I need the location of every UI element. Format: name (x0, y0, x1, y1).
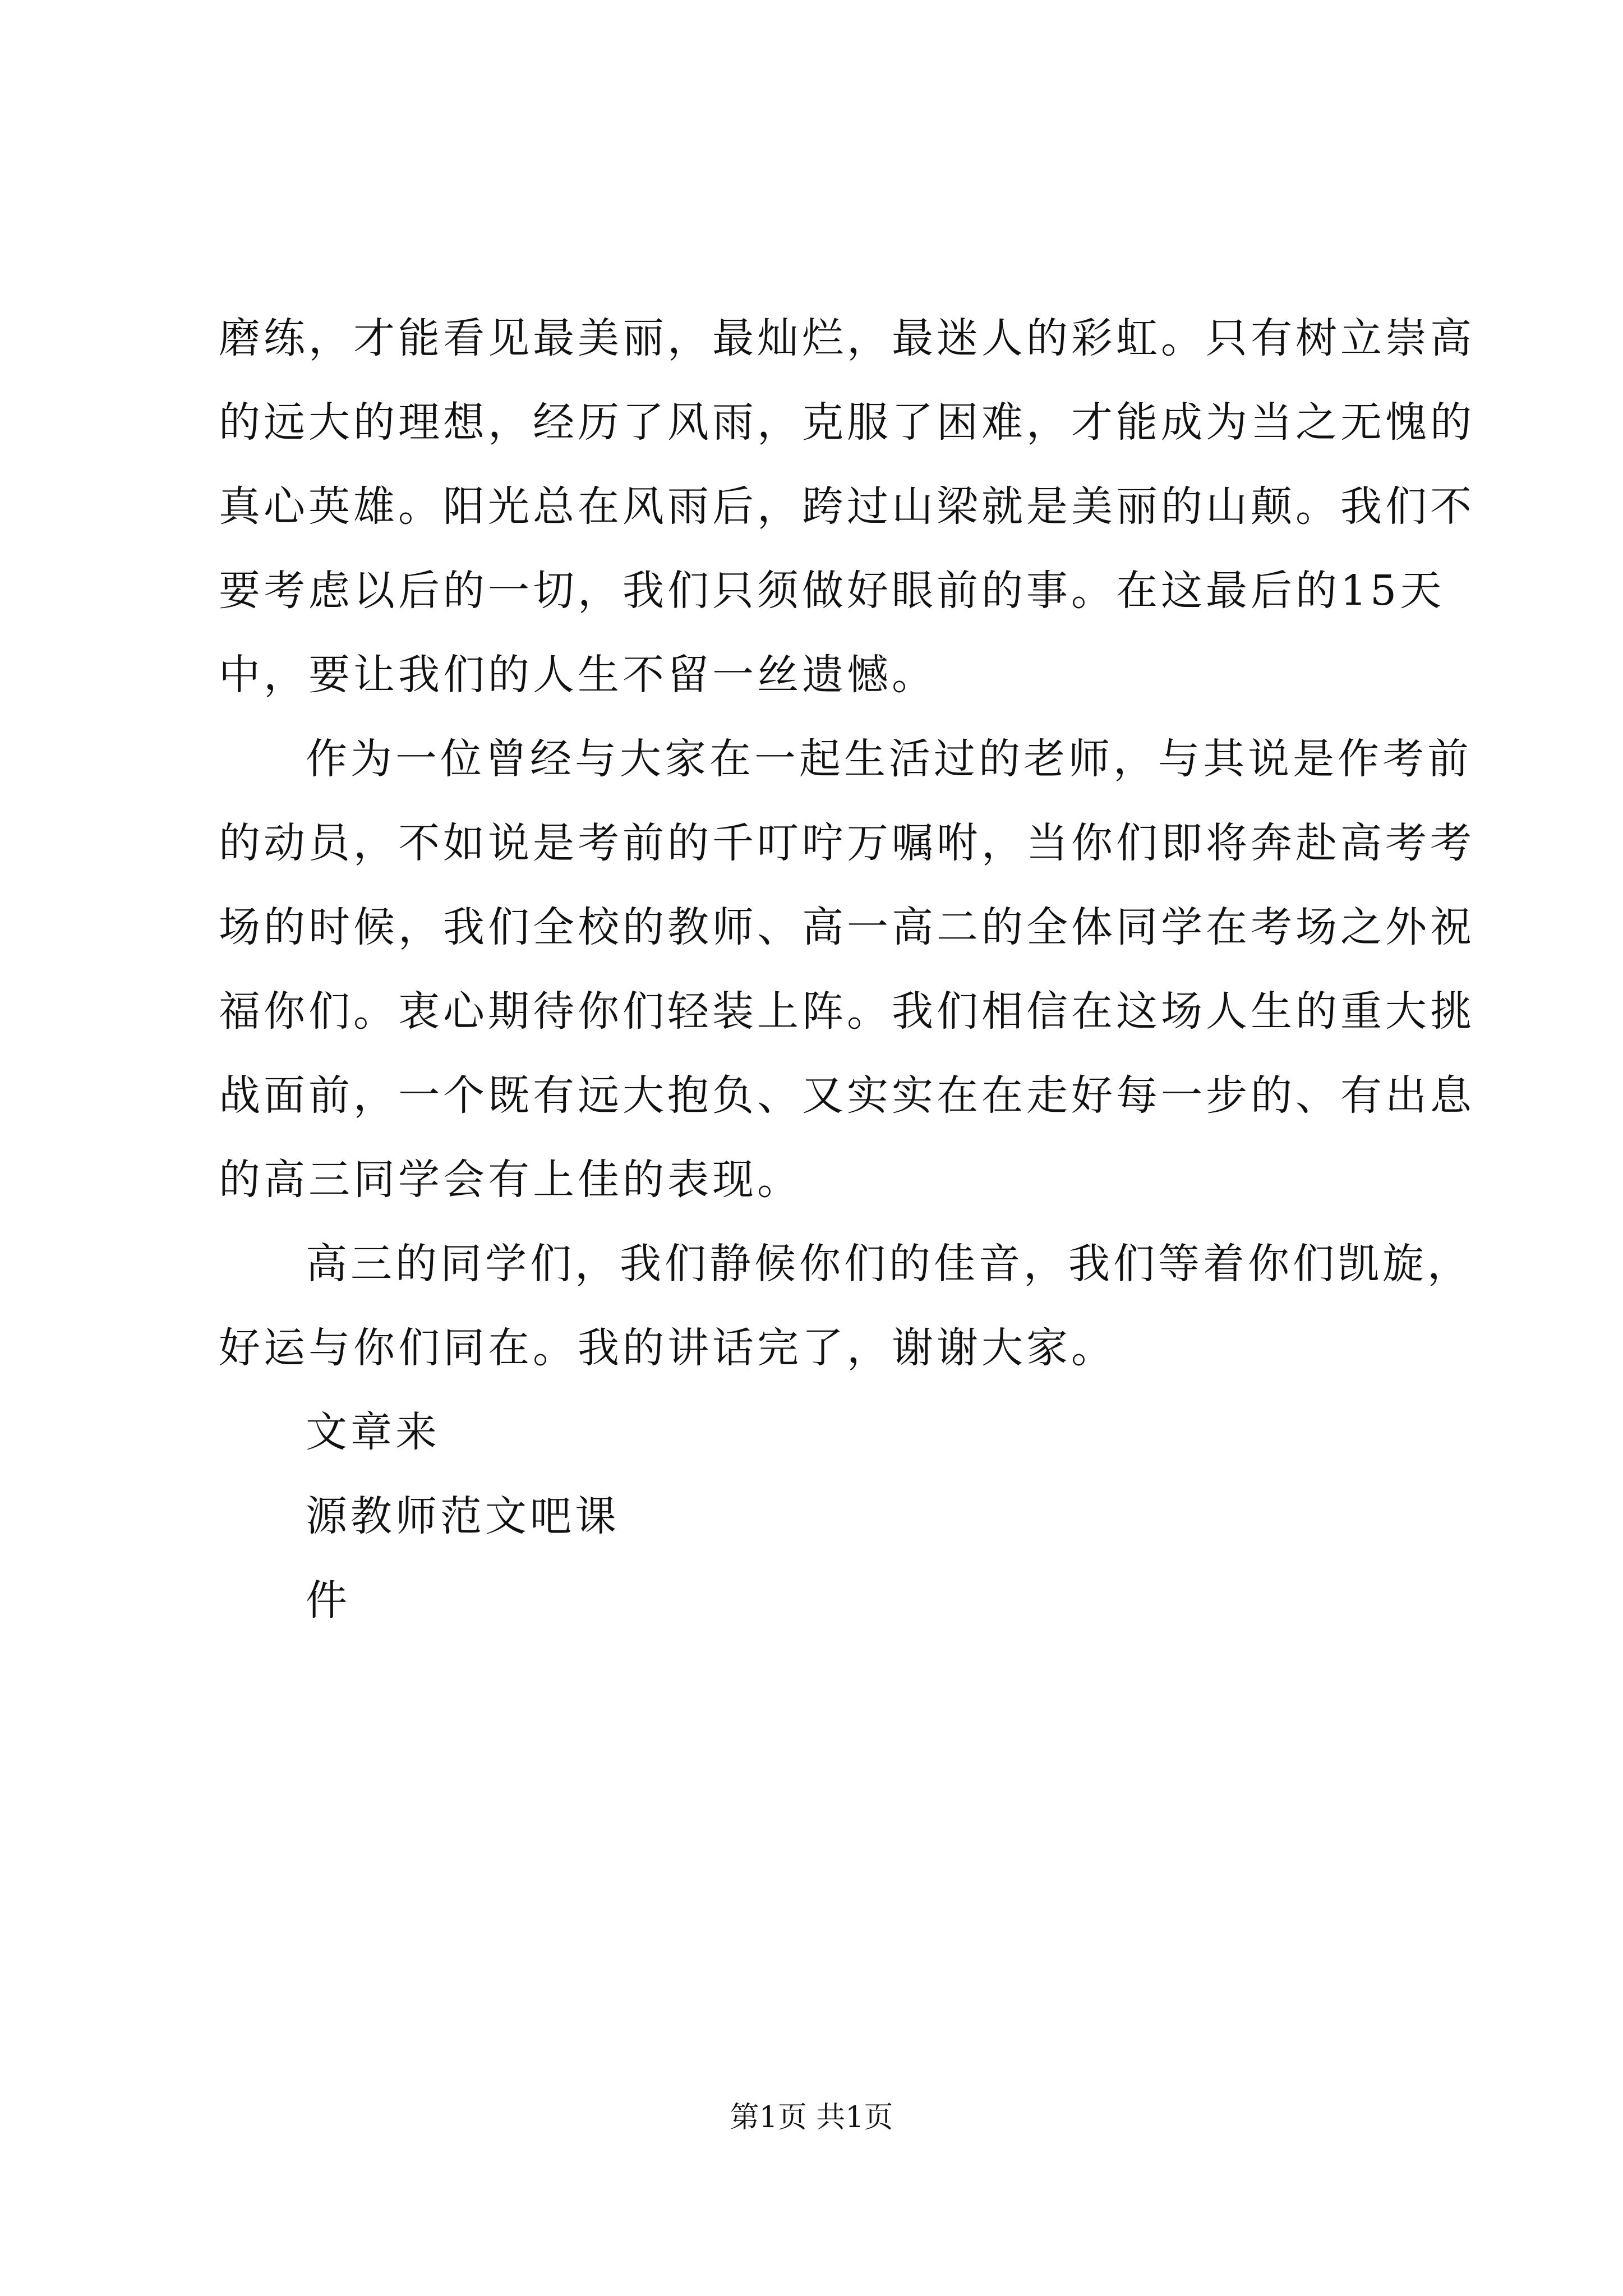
text-line: 要考虑以后的一切，我们只须做好眼前的事。在这最后的15天 (219, 567, 1445, 615)
text-line: 真心英雄。阳光总在风雨后，跨过山梁就是美丽的山颠。我们不 (219, 482, 1475, 531)
text-line: 福你们。衷心期待你们轻装上阵。我们相信在这场人生的重大挑 (219, 987, 1475, 1036)
page-footer: 第1页 共1页 (730, 2101, 893, 2134)
text-line: 作为一位曾经与大家在一起生活过的老师，与其说是作考前 (306, 735, 1472, 783)
text-line: 的远大的理想，经历了风雨，克服了困难，才能成为当之无愧的 (219, 398, 1475, 447)
text-line: 战面前，一个既有远大抱负、又实实在在走好每一步的、有出息 (219, 1071, 1475, 1120)
text-line: 的动员，不如说是考前的千叮咛万嘱咐，当你们即将奔赴高考考 (219, 819, 1475, 867)
text-line: 中，要让我们的人生不留一丝遗憾。 (219, 651, 937, 699)
text-line: 源教师范文吧课 (306, 1492, 620, 1540)
text-line: 的高三同学会有上佳的表现。 (219, 1156, 802, 1204)
text-line: 文章来 (306, 1408, 440, 1456)
body-text (219, 296, 1475, 1642)
text-line: 件 (306, 1576, 351, 1625)
text-line: 场的时候，我们全校的教师、高一高二的全体同学在考场之外祝 (219, 903, 1475, 951)
text-line: 好运与你们同在。我的讲话完了，谢谢大家。 (219, 1324, 1116, 1372)
text-line: 高三的同学们，我们静候你们的佳音，我们等着你们凯旋， (306, 1240, 1472, 1288)
text-line: 磨练，才能看见最美丽，最灿烂，最迷人的彩虹。只有树立崇高 (219, 314, 1475, 362)
